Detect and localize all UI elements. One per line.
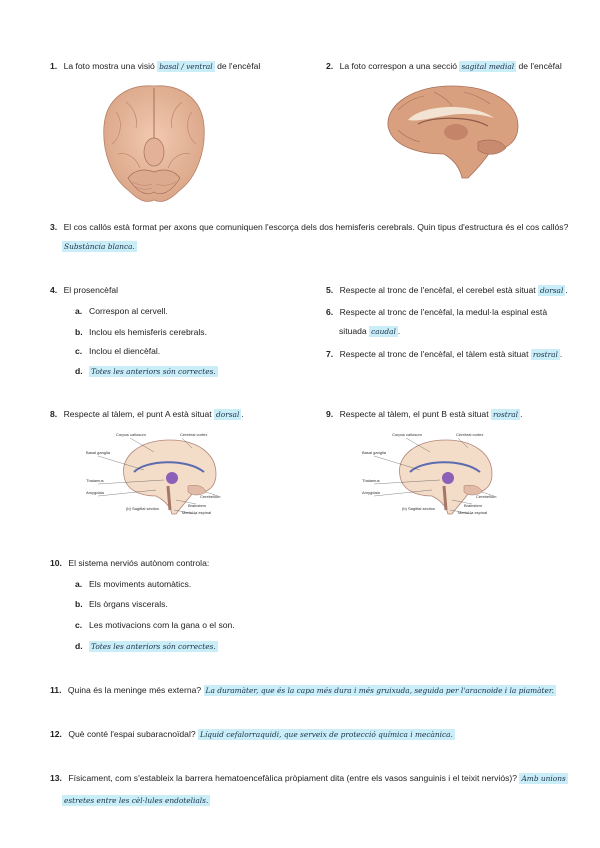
question-8 [50,409,244,419]
question-6-line-2 [339,326,400,336]
question-text: Respecte al tronc de l'encèfal, el tàlem està situat [339,349,529,359]
option-letter: a. [75,306,83,316]
option-text: Les motivacions com la gana o el son. [89,620,235,630]
option-letter: c. [75,620,83,630]
answer-highlight: Líquid cefalorraquidi, que serveix de protecció química i mecànica. [200,730,453,739]
option-letter: c. [75,346,83,356]
question-text: El sistema nerviós autònom controla: [68,558,210,568]
option-d [75,366,218,376]
option-letter: b. [75,599,83,609]
question-11 [50,685,556,695]
option-letter: d. [75,366,83,376]
option-letter: a. [75,579,83,589]
label-cerebral-cortex: Cerebral cortex [456,432,484,437]
label-amygdala: Amygdala [86,490,104,495]
question-text: Quina és la meninge més externa? [67,685,202,695]
label-thalamus: Thalamus [362,478,380,483]
answer-highlight: Amb unions [521,774,566,783]
option-text: Correspon al cervell. [89,306,168,316]
question-13-answer-line [62,795,210,805]
question-number: 3. [50,222,58,232]
question-text: . [565,285,568,295]
label-brainstem: Brainstem [464,503,483,508]
label-corpus-callosum: Corpus callosum [116,432,146,437]
question-text: . [520,409,523,419]
answer-highlight: La duramàter, que és la capa més dura i més gruixuda, seguida per l'aracnoide i la piamàter. [205,686,554,695]
answer-highlight: estretes entre les cèl·lules endotelials. [64,796,209,805]
option-c [75,346,160,356]
answer-highlight: rostral [493,410,519,419]
option-c [75,620,235,630]
label-cerebral-cortex: Cerebral cortex [180,432,208,437]
answer-highlight: Totes les anteriors són correctes. [91,367,216,376]
question-2 [326,61,562,71]
label-amygdala: Amygdala [362,490,380,495]
answer-highlight: Substància blanca. [64,242,135,251]
question-text: situada [339,326,367,336]
label-basal-ganglia: Basal ganglia [86,450,111,455]
answer-highlight: dorsal [216,410,240,419]
option-b [75,327,207,337]
question-number: 4. [50,285,58,295]
answer-highlight: dorsal [540,286,564,295]
question-text: Físicament, com s'estableix la barrera hematoencefàlica pròpiament dita (entre els vasos sanguinis i el teixit nerviós)? [68,773,518,783]
question-text: Respecte al tronc de l'encèfal, el cerebel està situat [339,285,536,295]
answer-highlight: sagital medial [461,62,515,71]
question-text: Respecte al tàlem, el punt A està situat [63,409,212,419]
label-cerebellum: Cerebellum [476,494,497,499]
question-number: 2. [326,61,334,71]
question-text: . [559,349,563,359]
question-7 [326,349,562,359]
question-number: 13. [50,773,62,783]
answer-highlight: rostral [532,350,558,359]
question-text: de l'encèfal [518,61,562,71]
option-a [75,306,168,316]
question-text: El prosencèfal [63,285,119,295]
brain-sagittal-section-image [378,80,526,180]
label-medul-la-espinal: Medul·la espinal [182,510,212,515]
brain-basal-view-image [98,82,210,206]
question-number: 12. [50,729,62,739]
question-13 [50,773,568,783]
question-text: Què conté l'espai subaracnoïdal? [68,729,196,739]
question-number: 5. [326,285,334,295]
option-text: Inclou el diencèfal. [89,346,161,356]
question-10 [50,558,209,568]
question-6 [326,307,547,317]
option-text: Els òrgans viscerals. [89,599,168,609]
brain-diagram-right [362,430,512,516]
label-basal-ganglia: Basal ganglia [362,450,387,455]
question-text: de l'encèfal [217,61,261,71]
question-number: 6. [326,307,334,317]
question-3-answer-line [62,241,137,251]
option-letter: b. [75,327,83,337]
option-a [75,579,191,589]
label-brainstem: Brainstem [188,503,207,508]
option-b [75,599,168,609]
answer-highlight: Totes les anteriors són correctes. [91,642,216,651]
label-corpus-callosum: Corpus callosum [392,432,422,437]
label-caption: (b) Sagittal section [126,506,160,511]
question-number: 1. [50,61,58,71]
question-number: 9. [326,409,334,419]
question-text: Respecte al tàlem, el punt B està situat [339,409,489,419]
question-text: Respecte al tronc de l'encèfal, la medul·la espinal està [339,307,548,317]
label-thalamus: Thalamus [86,478,104,483]
brain-diagram-left [86,430,236,516]
question-5 [326,285,568,295]
question-number: 11. [50,685,62,695]
answer-highlight: basal / ventral [159,62,213,71]
question-12 [50,729,455,739]
question-4 [50,285,118,295]
question-1 [50,61,260,71]
question-text: La foto correspon a una secció [339,61,458,71]
option-text: Els moviments automàtics. [89,579,192,589]
question-text: . [241,409,244,419]
question-3 [50,222,568,232]
option-letter: d. [75,641,83,651]
question-number: 7. [326,349,334,359]
question-number: 8. [50,409,58,419]
question-text: El cos callós està format per axons que comuniquen l'escorça dels dos hemisferis cerebrals. Quin tipus d'estructura és el cos callós? [63,222,569,232]
label-cerebellum: Cerebellum [200,494,221,499]
answer-highlight: caudal [371,327,396,336]
question-text: . [397,326,401,336]
option-d [75,641,218,651]
question-number: 10. [50,558,62,568]
label-caption: (b) Sagittal section [402,506,436,511]
option-text: Inclou els hemisferis cerebrals. [89,327,207,337]
question-9 [326,409,522,419]
label-medul-la-espinal: Medul·la espinal [458,510,488,515]
question-text: La foto mostra una visió [63,61,155,71]
